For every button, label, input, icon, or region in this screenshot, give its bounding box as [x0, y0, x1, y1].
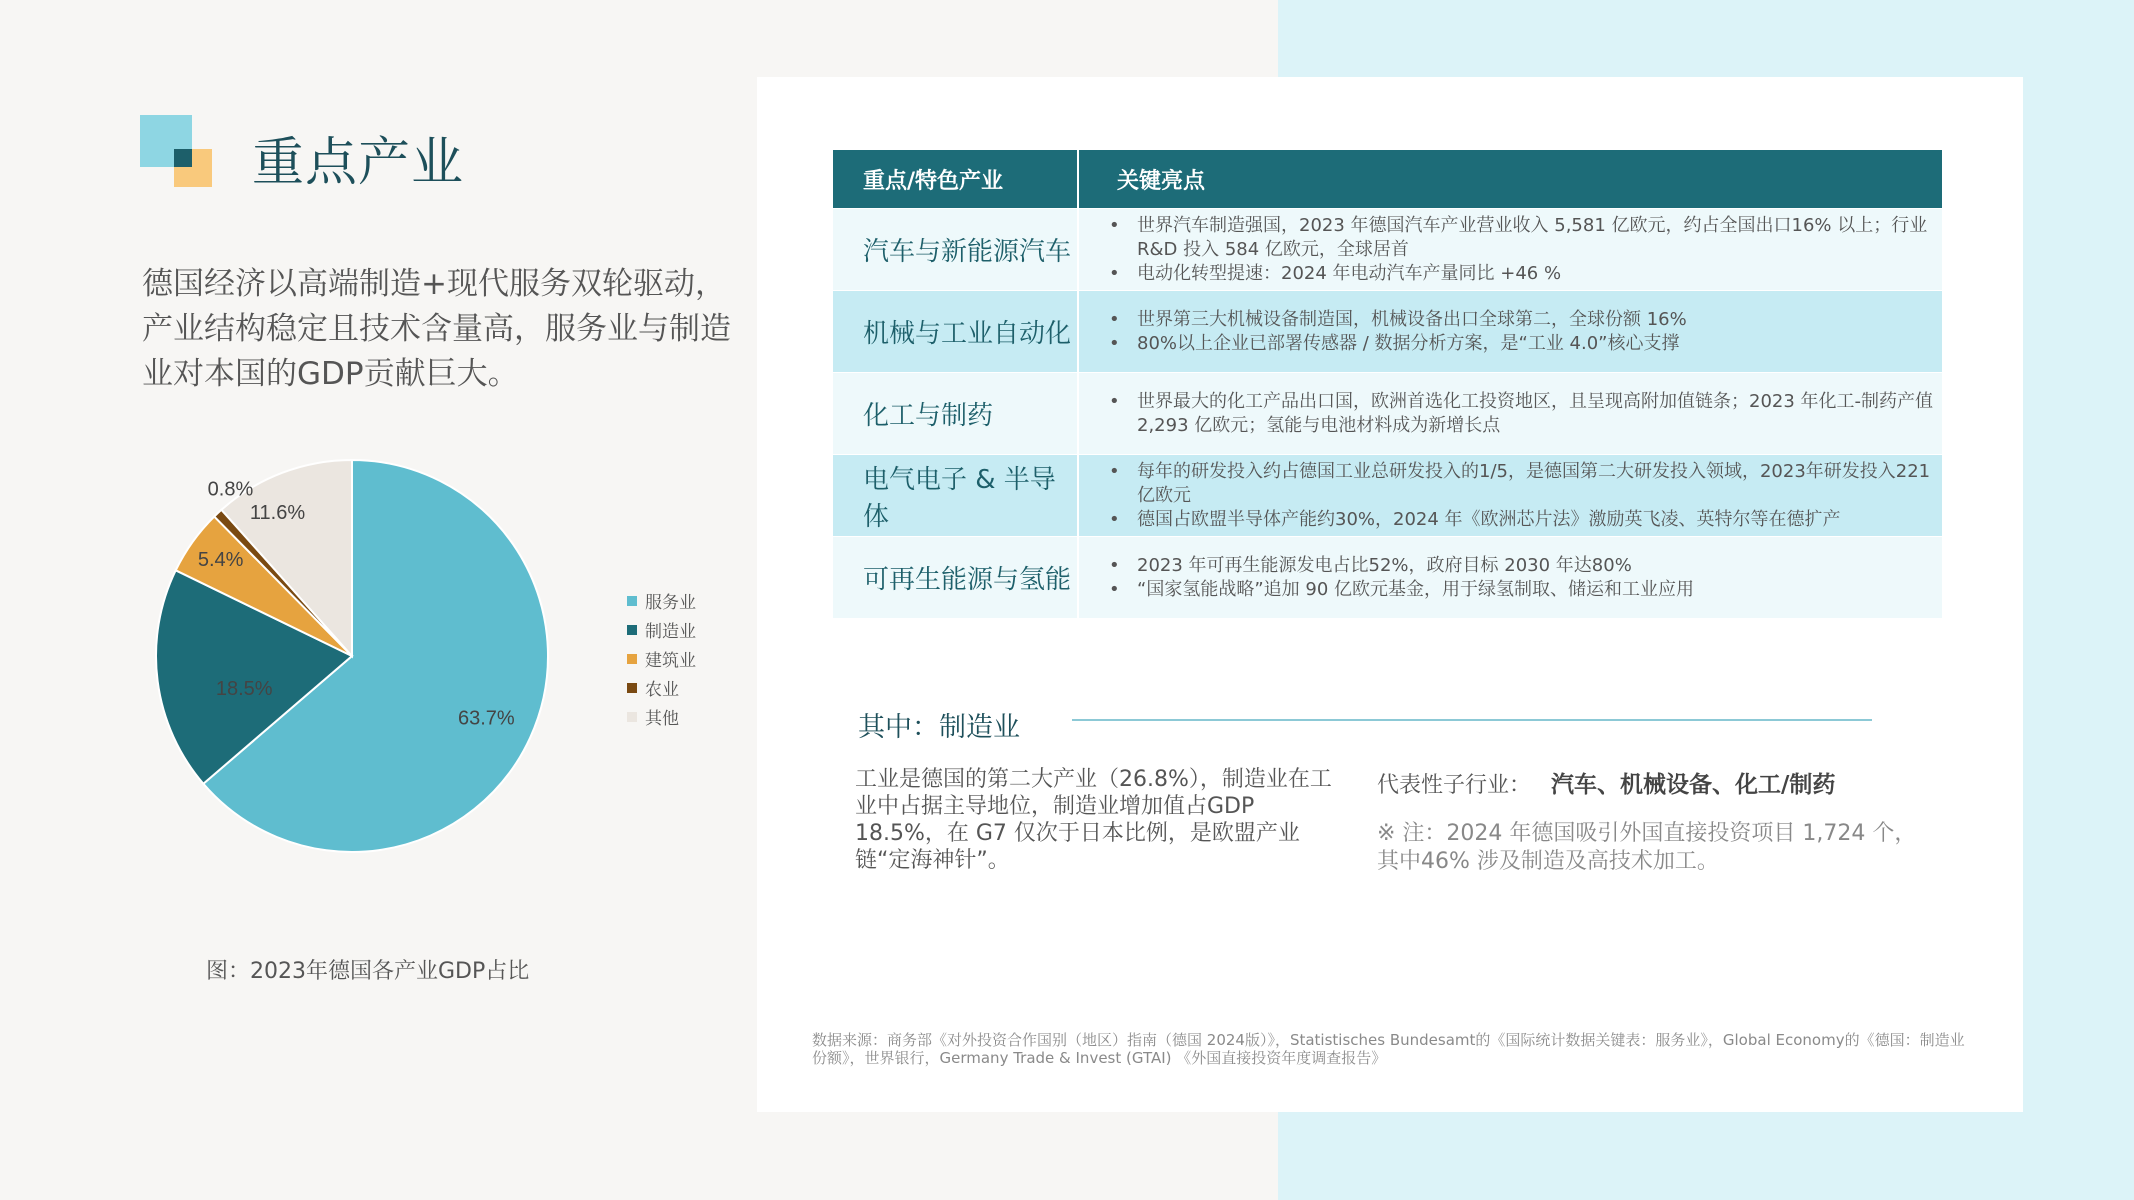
bullet-icon: •	[1109, 554, 1120, 576]
table-row	[833, 208, 1942, 290]
legend-swatch	[627, 625, 637, 635]
legend-swatch	[627, 683, 637, 693]
industry-highlights	[1079, 455, 1942, 536]
highlight-item	[1109, 554, 1934, 578]
bullet-icon: •	[1109, 332, 1120, 354]
legend-label: 建筑业	[645, 651, 696, 671]
bullet-icon: •	[1109, 508, 1120, 530]
bullet-icon: •	[1109, 308, 1120, 330]
manufacturing-title: 其中：制造业	[858, 712, 1020, 743]
bullet-icon: •	[1109, 390, 1120, 412]
table-body	[833, 208, 1942, 618]
legend-label: 制造业	[645, 622, 696, 642]
representative-label: 代表性子行业：	[1377, 773, 1532, 798]
table-row	[833, 536, 1942, 618]
highlight-text: 电动化转型提速：2024 年电动汽车产量同比 +46 %	[1137, 262, 1562, 284]
highlight-item	[1109, 578, 1934, 602]
industry-table	[833, 150, 1942, 618]
highlight-text: 世界汽车制造强国，2023 年德国汽车产业营业收入 5,581 亿欧元，约占全国出口16% 以上；行业 R&D 投入 584 亿欧元，全球居首	[1137, 214, 1928, 260]
legend-label: 服务业	[645, 593, 696, 613]
industry-highlights	[1079, 373, 1942, 454]
highlight-text: “国家氢能战略”追加 90 亿欧元基金，用于绿氢制取、储运和工业应用	[1137, 578, 1694, 600]
highlight-text: 2023 年可再生能源发电占比52%，政府目标 2030 年达80%	[1137, 554, 1632, 576]
manufacturing-paragraph: 工业是德国的第二大产业（26.8%），制造业在工业中占据主导地位，制造业增加值占GDP 18.5%，在 G7 仅次于日本比例，是欧盟产业链“定海神针”。	[855, 767, 1332, 873]
highlight-text: 世界第三大机械设备制造国，机械设备出口全球第二，全球份额 16%	[1137, 308, 1687, 330]
highlight-item	[1109, 508, 1934, 532]
chart-legend	[627, 586, 696, 731]
legend-item	[627, 702, 696, 731]
highlight-item	[1109, 262, 1934, 286]
bullet-icon: •	[1109, 262, 1120, 284]
pie-data-label: 63.7%	[457, 707, 515, 730]
industry-name: 化工与制药	[833, 373, 1079, 454]
table-header	[833, 150, 1942, 208]
highlight-item	[1109, 460, 1934, 508]
chart-caption: 图：2023年德国各产业GDP占比	[206, 959, 530, 984]
intro-text: 德国经济以高端制造+现代服务双轮驱动，产业结构稳定且技术含量高，服务业与制造业对本国的GDP贡献巨大。	[142, 266, 731, 392]
table-row	[833, 372, 1942, 454]
bullet-icon: •	[1109, 460, 1120, 482]
industry-name: 汽车与新能源汽车	[833, 209, 1079, 290]
highlight-item	[1109, 332, 1934, 356]
legend-item	[627, 615, 696, 644]
pie-data-label: 5.4%	[197, 548, 244, 571]
bullet-icon: •	[1109, 578, 1120, 600]
data-source: 数据来源：商务部《对外投资合作国别（地区）指南（德国 2024版）》，Statistisches Bundesamt的《国际统计数据关键表：服务业》，Global Economy的《德国：制造业份额》，世界银行，Germany Trade & Invest (GTAI) 《外国直接投资年度调查报告》	[812, 1031, 1965, 1067]
highlight-item	[1109, 390, 1934, 438]
legend-swatch	[627, 596, 637, 606]
industry-name: 机械与工业自动化	[833, 291, 1079, 372]
highlight-item	[1109, 214, 1934, 262]
table-header-industry: 重点/特色产业	[833, 150, 1079, 208]
investment-note: ※ 注：2024 年德国吸引外国直接投资项目 1,724 个，其中46% 涉及制造及高技术加工。	[1377, 821, 1917, 874]
industry-highlights	[1079, 209, 1942, 290]
pie-data-label: 0.8%	[207, 478, 254, 501]
highlight-text: 每年的研发投入约占德国工业总研发投入的1/5，是德国第二大研发投入领域，2023年研发投入221亿欧元	[1137, 460, 1931, 506]
legend-swatch	[627, 654, 637, 664]
legend-item	[627, 586, 696, 615]
industry-name: 电气电子 & 半导体	[833, 455, 1079, 536]
section-divider	[1072, 719, 1872, 721]
highlight-text: 德国占欧盟半导体产能约30%，2024 年《欧洲芯片法》激励英飞凌、英特尔等在德扩产	[1137, 508, 1841, 530]
table-header-highlights: 关键亮点	[1117, 168, 1206, 194]
page-title: 重点产业	[252, 133, 465, 193]
legend-item	[627, 673, 696, 702]
industry-highlights	[1079, 291, 1942, 372]
highlight-text: 世界最大的化工产品出口国，欧洲首选化工投资地区，且呈现高附加值链条；2023 年化工-制药产值 2,293 亿欧元；氢能与电池材料成为新增长点	[1137, 390, 1934, 436]
logo-squares	[140, 115, 212, 187]
legend-item	[627, 644, 696, 673]
highlight-text: 80%以上企业已部署传感器 / 数据分析方案，是“工业 4.0”核心支撑	[1137, 332, 1680, 354]
legend-swatch	[627, 712, 637, 722]
legend-label: 其他	[645, 709, 679, 729]
table-row	[833, 290, 1942, 372]
legend-label: 农业	[645, 680, 679, 700]
pie-data-label: 18.5%	[215, 678, 273, 701]
table-row	[833, 454, 1942, 536]
highlight-item	[1109, 308, 1934, 332]
pie-data-label: 11.6%	[249, 501, 306, 524]
bullet-icon: •	[1109, 214, 1120, 236]
industry-name: 可再生能源与氢能	[833, 537, 1079, 618]
industry-highlights	[1079, 537, 1942, 618]
representative-value: 汽车、机械设备、化工/制药	[1551, 772, 1836, 798]
